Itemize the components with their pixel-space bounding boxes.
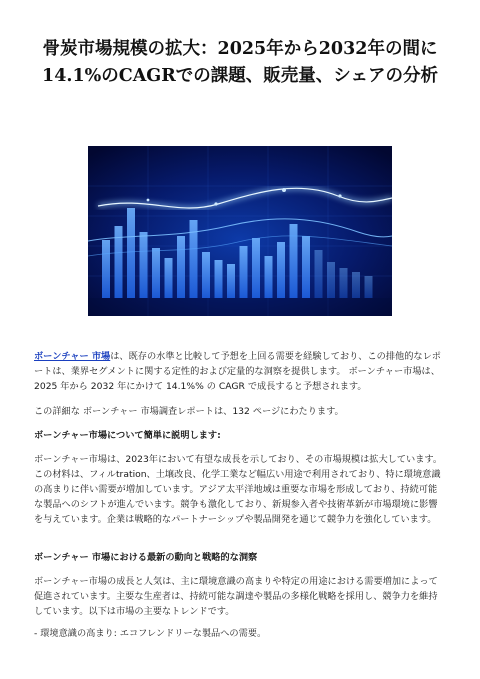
- hero-bar-graphic: [88, 146, 392, 316]
- hero-bar: [140, 232, 148, 298]
- hero-bar: [227, 264, 235, 298]
- hero-image: [88, 146, 392, 316]
- hero-bar: [277, 242, 285, 298]
- hero-bar: [265, 256, 273, 298]
- hero-bar: [315, 250, 323, 298]
- market-link[interactable]: ボーンチャー 市場: [34, 351, 111, 362]
- report-pages-text: この詳細な ボーンチャー 市場調査レポートは、132 ページにわたります。: [34, 406, 344, 417]
- hero-bar: [327, 262, 335, 298]
- hero-bar: [352, 272, 360, 298]
- trend-item: - 環境意識の高まり: エコフレンドリーな製品への需要。: [34, 628, 267, 639]
- hero-bar: [252, 238, 260, 298]
- intro-paragraph: [34, 349, 444, 394]
- hero-bar: [202, 252, 210, 298]
- hero-bar: [165, 258, 173, 298]
- trends-paragraph: ボーンチャー市場の成長と人気は、主に環境意識の高まりや特定の用途における需要増加によって促進されています。主要な生産者は、持続可能な調達や製品の多様化戦略を採用し、競争力を維持しています。以下は市場の主要なトレンドです。: [34, 576, 438, 617]
- hero-bar: [102, 240, 110, 298]
- hero-bar: [152, 248, 160, 298]
- hero-bar: [290, 224, 298, 298]
- hero-bar: [127, 208, 135, 298]
- hero-bar: [365, 276, 373, 298]
- hero-bar: [115, 226, 123, 298]
- overview-heading: ボーンチャー市場について簡単に説明します:: [34, 430, 221, 441]
- hero-bar: [340, 268, 348, 298]
- intro-text: は、既存の水準と比較して予想を上回る需要を経験しており、この排他的なレポートは、業界セグメントに関する定性的および定量的な洞察を提供します。 ボーンチャー市場は、2025 年から 2032 年にかけて 14.1%% の CAGR で成長すると予想されます。: [34, 351, 441, 392]
- hero-bar: [302, 236, 310, 298]
- hero-bar: [177, 236, 185, 298]
- overview-paragraph: ボーンチャー市場は、2023年において有望な成長を示しており、その市場規模は拡大しています。この材料は、フィルtration、土壌改良、化学工業など幅広い用途で利用されており、特に環境意識の高まりに伴い需要が増加しています。アジア太平洋地域は重要な市場を形成しており、持続可能な製品へのシフトが進んでいます。競争も激化しており、新規参入者や技術革新が市場環境に影響を与えています。企業は戦略的なパートナーシップや製品開発を通じて競争力を強化しています。: [34, 454, 443, 525]
- trends-heading: ボーンチャー 市場における最新の動向と戦略的な洞察: [34, 552, 258, 563]
- hero-bar: [215, 260, 223, 298]
- hero-bar: [240, 246, 248, 298]
- page-title: 骨炭市場規模の拡大：2025年から2032年の間に14.1%のCAGRでの課題、販売量、シェアの分析: [42, 39, 438, 86]
